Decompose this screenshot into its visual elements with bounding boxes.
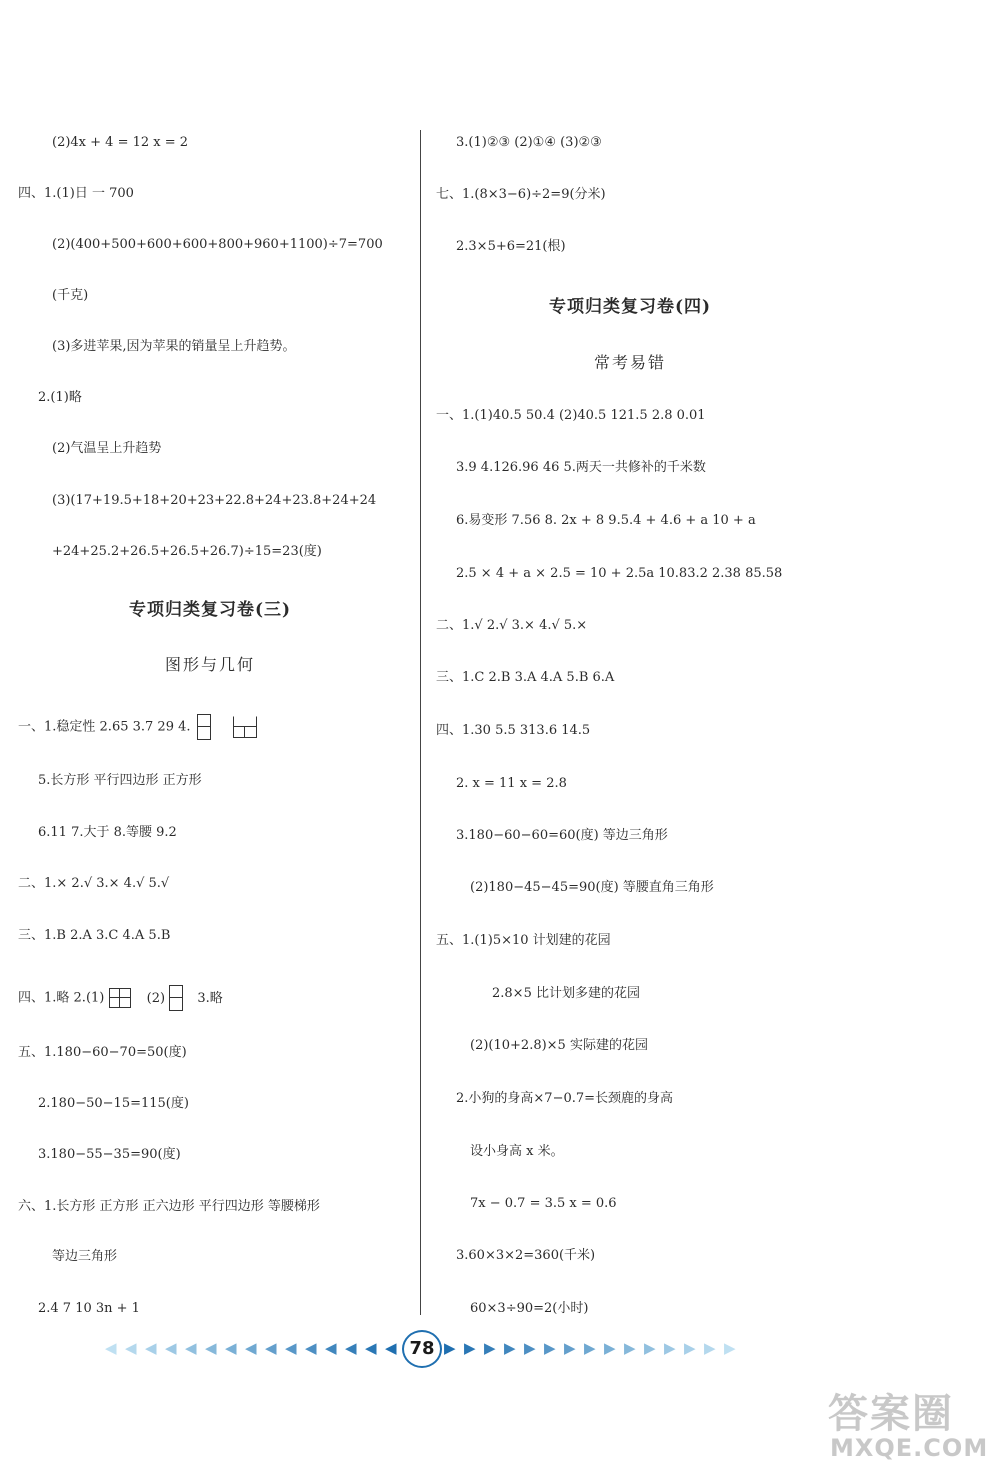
arrow-glyph: ▶ (484, 1339, 493, 1357)
arrow-glyph: ◀ (365, 1339, 374, 1357)
answer-text: 3.略 (197, 990, 223, 1006)
arrow-glyph: ◀ (165, 1339, 174, 1357)
watermark-text: 答案圈 (828, 1391, 954, 1437)
answer-line: 2.3×5+6=21(根) (456, 239, 566, 254)
arrow-glyph: ▶ (544, 1339, 553, 1357)
answer-line: 3.(1)②③ (2)①④ (3)②③ (456, 135, 602, 150)
page-number: 78 (402, 1330, 442, 1368)
answer-line: 3.180−55−35=90(度) (38, 1147, 181, 1162)
arrow-glyph: ◀ (345, 1339, 354, 1357)
arrow-glyph: ▶ (504, 1339, 513, 1357)
arrow-glyph: ◀ (305, 1339, 314, 1357)
answer-line (18, 714, 257, 740)
answer-line: 6.易变形 7.56 8. 2x + 8 9.5.4 + 4.6 + a 10 + a (456, 513, 756, 528)
answer-line: 三、1.C 2.B 3.A 4.A 5.B 6.A (436, 670, 615, 685)
answer-line: (千克) (52, 288, 89, 303)
answer-line: 60×3÷90=2(小时) (470, 1301, 589, 1316)
shape-figure-grid (109, 988, 131, 1008)
arrow-glyph: ◀ (185, 1339, 194, 1357)
arrow-glyph: ◀ (205, 1339, 214, 1357)
arrow-glyph: ▶ (724, 1339, 733, 1357)
arrow-glyph: ▶ (604, 1339, 613, 1357)
arrow-glyph: ▶ (684, 1339, 693, 1357)
arrow-glyph: ◀ (385, 1339, 394, 1357)
answer-line: (2)(10+2.8)×5 实际建的花园 (470, 1038, 648, 1053)
arrow-glyph: ▶ (444, 1339, 453, 1357)
arrow-glyph: ▶ (644, 1339, 653, 1357)
answer-line: 2. x = 11 x = 2.8 (456, 776, 567, 791)
answer-line: (2)(400+500+600+600+800+960+1100)÷7=700 (52, 237, 383, 252)
answer-line: 5.长方形 平行四边形 正方形 (38, 773, 202, 788)
arrow-glyph: ▶ (464, 1339, 473, 1357)
answer-line: 四、1.(1)日 一 700 (18, 186, 134, 201)
answer-text: 一、1.稳定性 2.65 3.7 29 4. (18, 719, 191, 735)
answer-line: (2)180−45−45=90(度) 等腰直角三角形 (470, 880, 714, 895)
answer-line: 二、1.× 2.√ 3.× 4.√ 5.√ (18, 876, 170, 891)
answer-line: 等边三角形 (52, 1249, 118, 1264)
answer-line: (2)气温呈上升趋势 (52, 441, 162, 456)
answer-line: 3.180−60−60=60(度) 等边三角形 (456, 828, 668, 843)
answer-line: 2.小狗的身高×7−0.7=长颈鹿的身高 (456, 1091, 674, 1106)
answer-line: 一、1.(1)40.5 50.4 (2)40.5 121.5 2.8 0.01 (436, 408, 706, 423)
arrow-glyph: ▶ (624, 1339, 633, 1357)
arrow-glyph: ◀ (145, 1339, 154, 1357)
answer-text: 四、1.略 2.(1) (18, 990, 105, 1006)
watermark-url: MXQE.COM (830, 1434, 989, 1462)
answer-line: 3.9 4.126.96 46 5.两天一共修补的千米数 (456, 460, 706, 475)
section-title: 专项归类复习卷(四) (548, 297, 712, 317)
shape-figure-blocks (233, 716, 257, 738)
answer-line: 五、1.180−60−70=50(度) (18, 1045, 187, 1060)
answer-line: 四、1.30 5.5 313.6 14.5 (436, 723, 591, 738)
answer-line: 6.11 7.大于 8.等腰 9.2 (38, 825, 177, 840)
arrow-glyph: ◀ (105, 1339, 114, 1357)
answer-line: 二、1.√ 2.√ 3.× 4.√ 5.× (436, 618, 588, 633)
arrow-glyph: ◀ (325, 1339, 334, 1357)
answer-line: 2.5 × 4 + a × 2.5 = 10 + 2.5a 10.83.2 2.38 85.58 (456, 566, 783, 581)
arrow-glyph: ◀ (225, 1339, 234, 1357)
arrow-glyph: ▶ (564, 1339, 573, 1357)
answer-line: 2.180−50−15=115(度) (38, 1096, 189, 1111)
answer-line: 五、1.(1)5×10 计划建的花园 (436, 933, 611, 948)
answer-line: 2.4 7 10 3n + 1 (38, 1301, 140, 1316)
answer-line: +24+25.2+26.5+26.5+26.7)÷15=23(度) (52, 544, 322, 559)
answer-line: 2.8×5 比计划多建的花园 (492, 986, 640, 1001)
arrow-glyph: ▶ (524, 1339, 533, 1357)
watermark-logo (820, 1380, 995, 1470)
shape-figure-tall (169, 985, 183, 1011)
arrow-glyph: ◀ (285, 1339, 294, 1357)
arrow-glyph: ◀ (125, 1339, 134, 1357)
answer-line: 六、1.长方形 正方形 正六边形 平行四边形 等腰梯形 (18, 1199, 320, 1214)
answer-line: (3)多进苹果,因为苹果的销量呈上升趋势。 (52, 339, 296, 354)
answer-line: (2)4x + 4 = 12 x = 2 (52, 135, 189, 150)
answer-text: (2) (146, 990, 166, 1006)
answer-line (18, 985, 223, 1011)
answer-line: 7x − 0.7 = 3.5 x = 0.6 (470, 1196, 617, 1211)
arrow-glyph: ◀ (265, 1339, 274, 1357)
arrow-glyph: ▶ (664, 1339, 673, 1357)
answer-line: 三、1.B 2.A 3.C 4.A 5.B (18, 928, 171, 943)
section-subtitle: 常考易错 (593, 353, 666, 372)
page-footer (100, 1330, 740, 1366)
shape-figure-tall (197, 714, 211, 740)
answer-line: 设小身高 x 米。 (470, 1144, 564, 1159)
answer-line: (3)(17+19.5+18+20+23+22.8+24+23.8+24+24 (52, 493, 377, 508)
answer-line: 七、1.(8×3−6)÷2=9(分米) (436, 187, 606, 202)
answer-line: 3.60×3×2=360(千米) (456, 1248, 596, 1263)
left-arrows-icon (105, 1330, 405, 1366)
answer-line: 2.(1)略 (38, 390, 82, 405)
arrow-glyph: ▶ (584, 1339, 593, 1357)
section-title: 专项归类复习卷(三) (128, 600, 292, 620)
right-arrows-icon (444, 1330, 744, 1366)
arrow-glyph: ▶ (704, 1339, 713, 1357)
arrow-glyph: ◀ (245, 1339, 254, 1357)
section-subtitle: 图形与几何 (164, 655, 255, 674)
